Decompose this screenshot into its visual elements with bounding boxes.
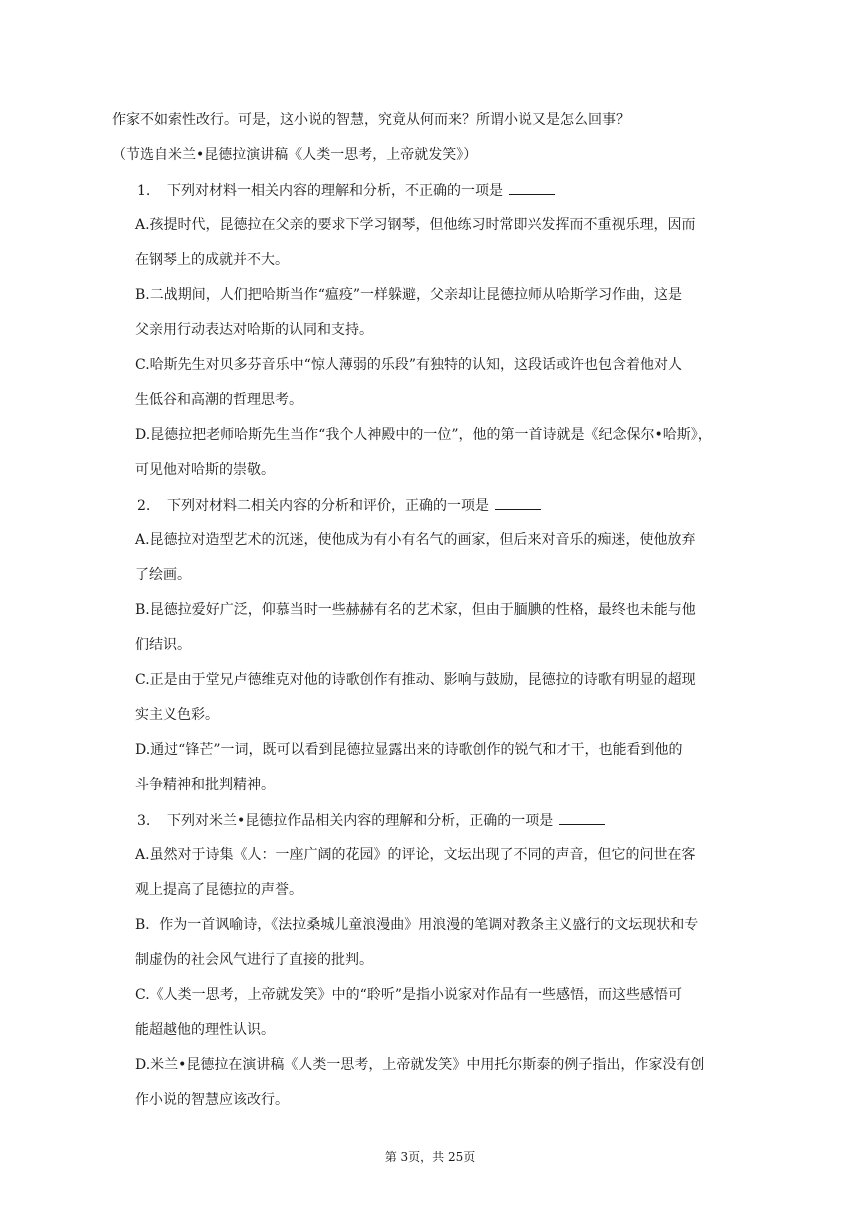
option-1a-line1: A.孩提时代，昆德拉在父亲的要求下学习钢琴，但他练习时常即兴发挥而不重视乐理，因而	[135, 217, 696, 233]
option-3d-line2: 作小说的智慧应该改行。	[135, 1092, 289, 1108]
option-1c-line1: C.哈斯先生对贝多芬音乐中“惊人薄弱的乐段”有独特的认知，这段话或许也包含着他对人	[135, 357, 682, 373]
question-3-stem	[137, 810, 605, 831]
question-2-stem	[137, 495, 541, 516]
question-number: 3.	[137, 813, 151, 829]
option-1a-line2: 在钢琴上的成就并不大。	[135, 252, 289, 268]
option-1d-line2: 可见他对哈斯的崇敬。	[135, 462, 275, 478]
option-2c-line1: C.正是由于堂兄卢德维克对他的诗歌创作有推动、影响与鼓励，昆德拉的诗歌有明显的超现	[135, 672, 696, 688]
answer-blank	[559, 810, 605, 825]
option-1b-line1: B.二战期间，人们把哈斯当作“瘟疫”一样躲避，父亲却让昆德拉师从哈斯学习作曲，这是	[135, 287, 683, 303]
question-number: 2.	[137, 498, 151, 514]
option-1d-line1: D.昆德拉把老师哈斯先生当作“我个人神殿中的一位”，他的第一首诗就是《纪念保尔•哈斯》，	[135, 427, 712, 443]
question-text: 下列对米兰•昆德拉作品相关内容的理解和分析，正确的一项是	[167, 813, 554, 829]
question-1-stem	[137, 180, 555, 201]
option-3b-line2: 制虚伪的社会风气进行了直接的批判。	[135, 952, 373, 968]
page-number-footer: 第 3页，共 25页	[384, 1150, 476, 1164]
option-3a-line2: 观上提高了昆德拉的声誉。	[135, 882, 303, 898]
intro-text-line: 作家不如索性改行。可是，这小说的智慧，究竟从何而来？所谓小说又是怎么回事？	[112, 112, 630, 128]
option-3d-line1: D.米兰•昆德拉在演讲稿《人类一思考，上帝就发笑》中用托尔斯泰的例子指出，作家没有创	[135, 1057, 705, 1073]
option-2b-line1: B.昆德拉爱好广泛，仰慕当时一些赫赫有名的艺术家，但由于腼腆的性格，最终也未能与他	[135, 602, 696, 618]
answer-blank	[495, 495, 541, 510]
option-2b-line2: 们结识。	[135, 637, 191, 653]
option-3b-line1: B．作为一首讽喻诗，《法拉桑城儿童浪漫曲》用浪漫的笔调对教条主义盛行的文坛现状和专	[135, 917, 699, 933]
question-number: 1.	[137, 183, 151, 199]
option-2c-line2: 实主义色彩。	[135, 707, 219, 723]
option-3a-line1: A.虽然对于诗集《人：一座广阔的花园》的评论，文坛出现了不同的声音，但它的问世在客	[135, 847, 696, 863]
question-text: 下列对材料一相关内容的理解和分析，不正确的一项是	[167, 183, 503, 199]
option-2d-line2: 斗争精神和批判精神。	[135, 777, 275, 793]
option-1b-line2: 父亲用行动表达对哈斯的认同和支持。	[135, 322, 373, 338]
option-3c-line1: C.《人类一思考，上帝就发笑》中的“聆听”是指小说家对作品有一些感悟，而这些感悟可	[135, 987, 682, 1003]
option-2a-line2: 了绘画。	[135, 567, 191, 583]
option-2a-line1: A.昆德拉对造型艺术的沉迷，使他成为有小有名气的画家，但后来对音乐的痴迷，使他放弃	[135, 532, 696, 548]
option-2d-line1: D.通过“锋芒”一词，既可以看到昆德拉显露出来的诗歌创作的锐气和才干，也能看到他的	[135, 742, 683, 758]
source-citation: （节选自米兰•昆德拉演讲稿《人类一思考，上帝就发笑》）	[112, 147, 478, 163]
option-1c-line2: 生低谷和高潮的哲理思考。	[135, 392, 303, 408]
question-text: 下列对材料二相关内容的分析和评价，正确的一项是	[167, 498, 489, 514]
option-3c-line2: 能超越他的理性认识。	[135, 1022, 275, 1038]
answer-blank	[509, 180, 555, 195]
